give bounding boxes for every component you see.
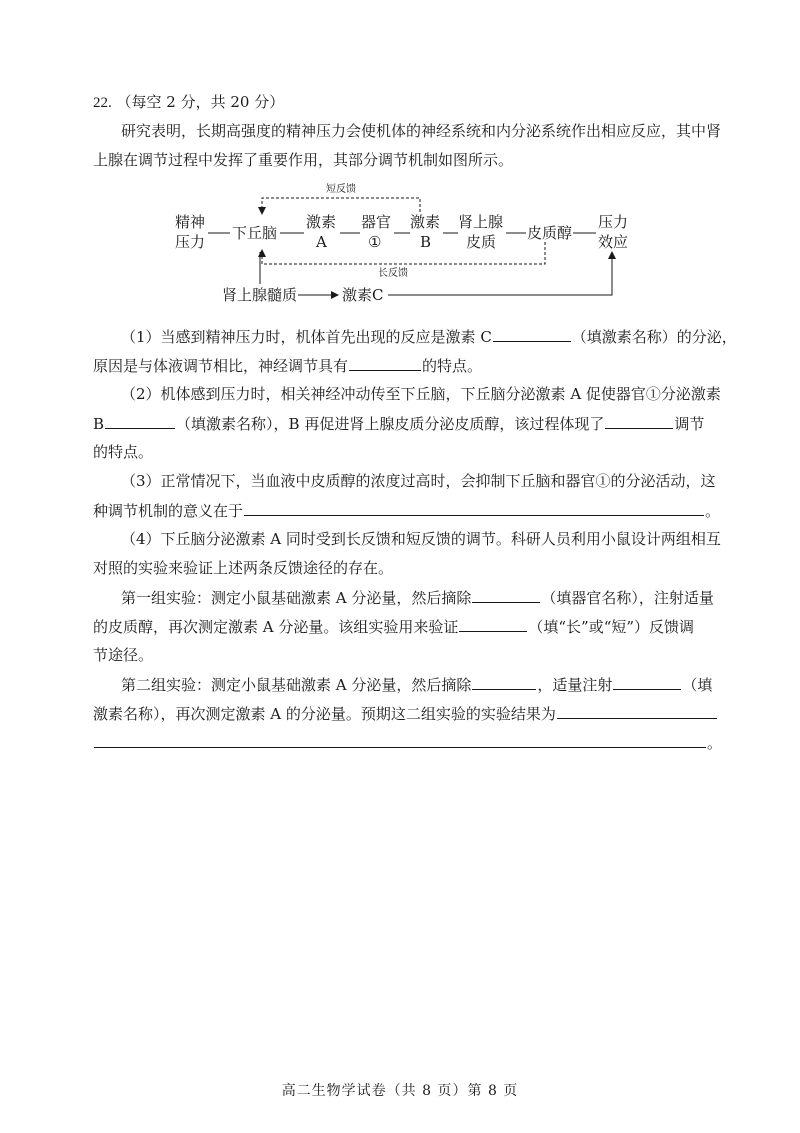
- node-effect-line1: 压力: [598, 213, 629, 231]
- q4-group1-line-3: 节途径。: [93, 646, 154, 664]
- q3-text-c: 。: [705, 502, 721, 520]
- node-hormone-b-line2: B: [420, 233, 432, 251]
- intro-line-1: 研究表明，长期高强度的精神压力会使机体的神经系统和内分泌系统作出相应反应，其中肾: [121, 122, 722, 140]
- short-feedback-loop: [262, 182, 420, 214]
- q4-group2-line-2: [93, 703, 718, 724]
- q3-line-1: （3）正常情况下，当血液中皮质醇的浓度过高时，会抑制下丘脑和器官①的分泌活动，这: [121, 472, 716, 490]
- q4-group2-line-1: [121, 674, 712, 695]
- node-medulla: 肾上腺髓质: [222, 286, 298, 304]
- q4-g2-blank-1[interactable]: [472, 674, 536, 690]
- q1-text-c: 原因是与体液调节相比，神经调节具有: [93, 357, 349, 375]
- q4-g2-text-b: ，适量注射: [537, 676, 613, 694]
- q2-blank-1[interactable]: [105, 413, 175, 429]
- q4-g2-blank-2[interactable]: [613, 674, 681, 690]
- q1-text-b: （填激素名称）的分泌，: [571, 328, 737, 346]
- arrow-hormone-c-effect: [388, 252, 612, 295]
- q4-g1-text-a: 第一组实验：测定小鼠基础激素 A 分泌量，然后摘除: [121, 589, 472, 607]
- q4-g1-blank-2[interactable]: [459, 616, 527, 632]
- q4-g2-text-c: （填: [682, 676, 713, 694]
- node-hormone-b-line1: 激素: [410, 213, 441, 231]
- q2-line-2: [93, 413, 704, 434]
- node-organ-line1: 器官: [361, 213, 392, 231]
- node-stress-line1: 精神: [175, 213, 206, 231]
- intro-line-2: 上腺在调节过程中发挥了重要作用，其部分调节机制如图所示。: [93, 151, 514, 169]
- short-feedback-label: 短反馈: [326, 184, 356, 195]
- q4-g2-text-e: 。: [707, 734, 723, 752]
- q1-line-1: [121, 326, 737, 347]
- q4-g2-blank-3[interactable]: [557, 703, 717, 719]
- node-hormone-a-line2: A: [316, 233, 327, 251]
- page-footer: 高二生物学试卷（共 8 页）第 8 页: [281, 1083, 519, 1099]
- node-stress-line2: 压力: [175, 233, 206, 251]
- q4-g1-text-b: （填器官名称），注射适量: [541, 589, 714, 607]
- q1-line-2: [93, 355, 482, 376]
- q2-text-c: （填激素名称），B 再促进肾上腺皮质分泌皮质醇，该过程体现了: [176, 415, 605, 433]
- q4-line-1: （4）下丘脑分泌激素 A 同时受到长反馈和短反馈的调节。科研人员利用小鼠设计两组相互: [121, 530, 721, 548]
- q3-line-2: [93, 500, 720, 521]
- score-note: （每空 2 分，共 20 分）: [116, 93, 285, 111]
- long-feedback-label: 长反馈: [378, 268, 408, 279]
- q4-group1-line-2: [93, 616, 694, 637]
- node-organ-line2: ①: [368, 233, 382, 251]
- node-cortex-line2: 皮质: [466, 233, 497, 251]
- q3-text-b: 种调节机制的意义在于: [93, 502, 244, 520]
- q4-g2-blank-4[interactable]: [94, 732, 706, 748]
- q2-line-3: 的特点。: [93, 443, 154, 461]
- node-hypothalamus: 下丘脑: [232, 224, 278, 242]
- regulation-diagram: [0, 0, 800, 320]
- q3-blank-1[interactable]: [244, 500, 704, 516]
- node-hormone-c: 激素C: [342, 286, 384, 304]
- q4-g1-text-c: 的皮质醇，再次测定激素 A 分泌量。该组实验用来验证: [93, 618, 459, 636]
- long-feedback-loop: [262, 242, 545, 279]
- q2-text-b: B: [93, 415, 105, 433]
- q4-group1-line-1: [121, 587, 714, 608]
- q4-g2-text-d: 激素名称），再次测定激素 A 的分泌量。预期这二组实验的实验结果为: [93, 705, 556, 723]
- q4-g1-blank-1[interactable]: [472, 587, 540, 603]
- node-cortex-line1: 肾上腺: [458, 213, 504, 231]
- node-effect-line2: 效应: [598, 233, 629, 251]
- q1-blank-1[interactable]: [493, 326, 571, 342]
- q4-line-2: 对照的实验来验证上述两条反馈途径的存在。: [93, 559, 394, 577]
- q4-g2-text-a: 第二组实验：测定小鼠基础激素 A 分泌量，然后摘除: [121, 676, 472, 694]
- q2-text-d: 调节: [674, 415, 705, 433]
- node-cortisol: 皮质醇: [527, 224, 573, 242]
- q1-text-a: （1）当感到精神压力时，机体首先出现的反应是激素 C: [121, 328, 492, 346]
- q2-line-1: （2）机体感到压力时，相关神经冲动传至下丘脑，下丘脑分泌激素 A 促使器官①分泌激素: [121, 385, 721, 403]
- q1-blank-2[interactable]: [349, 355, 421, 371]
- q1-text-d: 的特点。: [422, 357, 483, 375]
- q2-blank-2[interactable]: [605, 413, 673, 429]
- node-hormone-a-line1: 激素: [306, 213, 337, 231]
- q4-g1-text-d: （填“长”或“短”）反馈调: [528, 618, 695, 636]
- q4-group2-line-3: [93, 732, 722, 753]
- question-number: 22.: [93, 95, 112, 111]
